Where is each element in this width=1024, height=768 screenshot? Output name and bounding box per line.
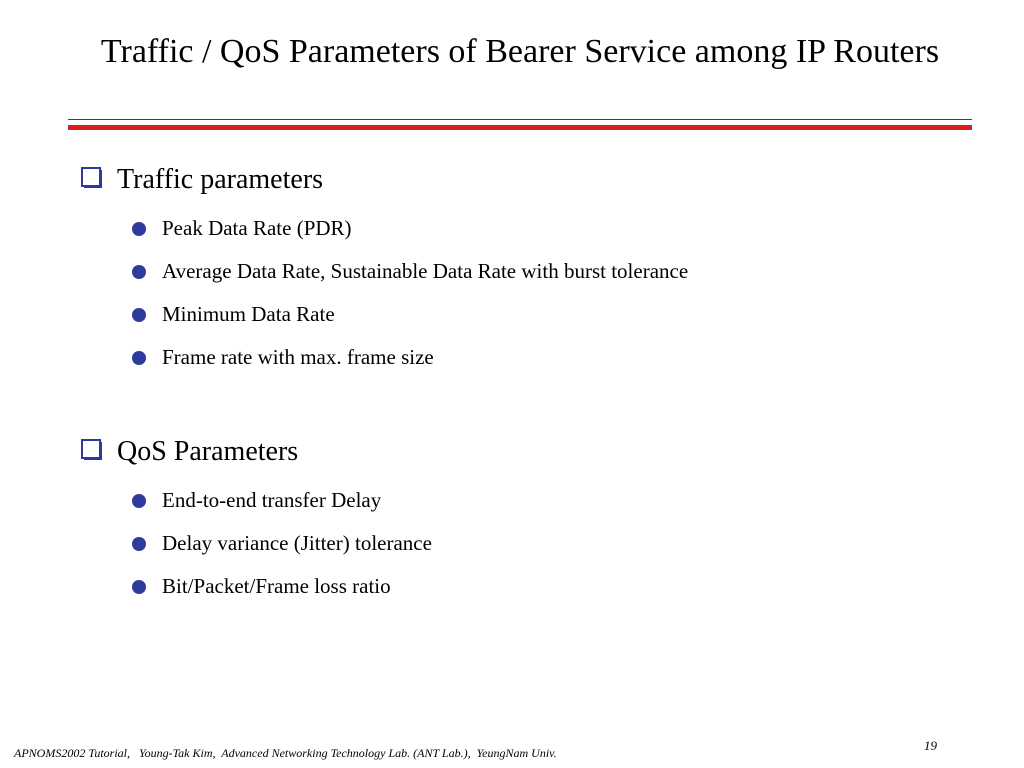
list-item-label: Minimum Data Rate bbox=[162, 302, 335, 326]
list-item bbox=[132, 565, 432, 608]
filled-circle-icon bbox=[132, 351, 146, 365]
list-item bbox=[132, 522, 432, 565]
list-item-label: Delay variance (Jitter) tolerance bbox=[162, 531, 432, 555]
list-item-label: Peak Data Rate (PDR) bbox=[162, 216, 352, 240]
filled-circle-icon bbox=[132, 537, 146, 551]
list-item-label: End-to-end transfer Delay bbox=[162, 488, 382, 512]
qos-parameters-list bbox=[132, 479, 432, 608]
traffic-parameters-list bbox=[132, 207, 688, 379]
footer-text: APNOMS2002 Tutorial, Young-Tak Kim, Advanced Networking Technology Lab. (ANT Lab.), YeungNam Univ. bbox=[14, 746, 557, 760]
section-heading-qos bbox=[80, 436, 298, 468]
list-item-label: Average Data Rate, Sustainable Data Rate with burst tolerance bbox=[162, 259, 689, 283]
list-item bbox=[132, 336, 688, 379]
section-heading-traffic bbox=[80, 164, 323, 196]
square-box-icon bbox=[80, 166, 108, 194]
filled-circle-icon bbox=[132, 265, 146, 279]
list-item bbox=[132, 250, 688, 293]
list-item bbox=[132, 479, 432, 522]
page-number: 19 bbox=[924, 738, 937, 753]
square-box-icon bbox=[80, 438, 108, 466]
slide-title: Traffic / QoS Parameters of Bearer Service among IP Routers bbox=[100, 33, 940, 70]
list-item-label: Frame rate with max. frame size bbox=[162, 345, 434, 369]
title-divider-thick bbox=[68, 125, 972, 130]
filled-circle-icon bbox=[132, 308, 146, 322]
list-item bbox=[132, 207, 688, 250]
section-heading-label: QoS Parameters bbox=[117, 436, 299, 467]
filled-circle-icon bbox=[132, 580, 146, 594]
filled-circle-icon bbox=[132, 222, 146, 236]
section-heading-label: Traffic parameters bbox=[117, 164, 324, 195]
filled-circle-icon bbox=[132, 494, 146, 508]
title-divider-thin bbox=[68, 119, 972, 120]
list-item-label: Bit/Packet/Frame loss ratio bbox=[162, 574, 391, 598]
list-item bbox=[132, 293, 688, 336]
